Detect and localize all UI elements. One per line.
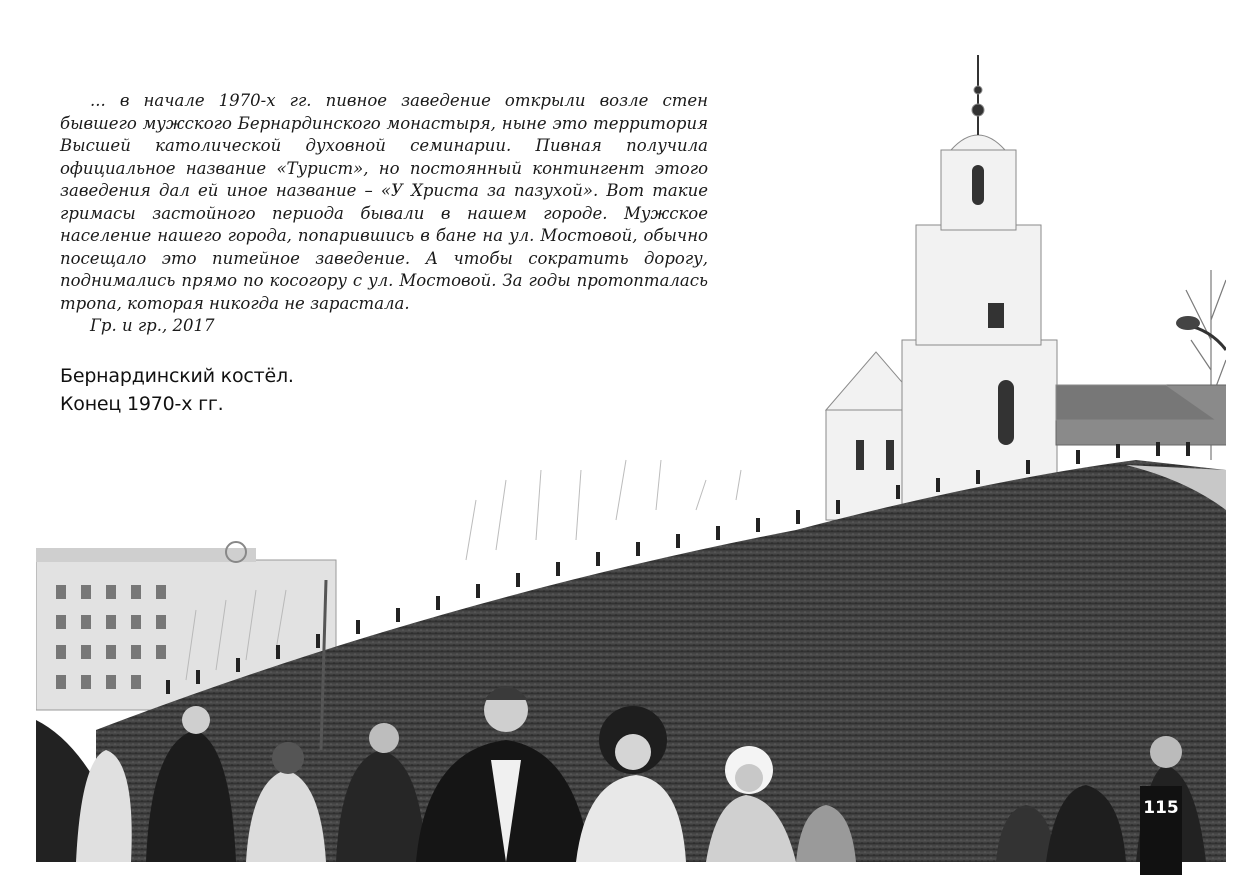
- caption-line-2: Конец 1970-х гг.: [60, 393, 224, 415]
- page-number: 115: [1140, 786, 1182, 875]
- photo-caption: [60, 362, 294, 418]
- caption-line-1: Бернардинский костёл.: [60, 365, 294, 387]
- quote-block: [60, 90, 708, 338]
- quote-source: Гр. и гр., 2017: [90, 316, 215, 335]
- quote-text: ... в начале 1970-х гг. пивное заведение открыли возле стен бывшего мужского Бернардинского монастыря, ныне это территория Высшей католической духовной семинарии. Пивная получила официальное название «Турист», но постоянный контингент этого заведения дал ей иное название – «У Христа за пазухой». Вот такие гримасы застойного периода бывали в нашем городе. Мужское население нашего города, попарившись в бане на ул. Мостовой, обычно посещало это питейное заведение. А чтобы сократить дорогу, поднимались прямо по косогору с ул. Мостовой. За годы протопталась тропа, которая никогда не зарастала.: [60, 91, 708, 313]
